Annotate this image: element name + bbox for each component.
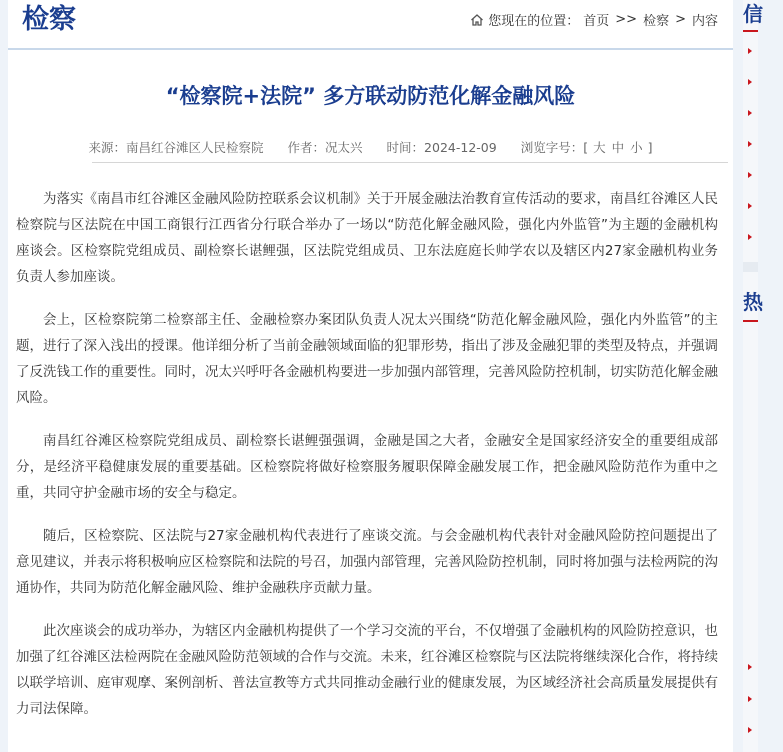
sidebar-separator <box>743 262 758 272</box>
right-sidebar <box>743 0 763 752</box>
font-size-control <box>521 140 653 155</box>
breadcrumb-level1-link[interactable]: 检察 <box>643 14 670 29</box>
sidebar-panel1-underline <box>743 30 758 32</box>
breadcrumb-current: 内容 <box>691 14 718 29</box>
bullet-icon[interactable] <box>748 48 752 54</box>
font-size-large-button[interactable]: 大 <box>593 140 606 155</box>
breadcrumb-home-link[interactable]: 首页 <box>583 14 610 29</box>
home-icon[interactable] <box>470 13 484 27</box>
breadcrumb-separator: >> <box>615 12 638 27</box>
bullet-icon[interactable] <box>748 110 752 116</box>
section-title: 检察 <box>22 4 76 35</box>
breadcrumb-separator: > <box>675 12 686 27</box>
font-size-medium-button[interactable]: 中 <box>611 140 625 155</box>
article-body <box>16 186 718 739</box>
article-meta <box>8 138 733 156</box>
article-paragraph: 此次座谈会的成功举办，为辖区内金融机构提供了一个学习交流的平台，不仅增强了金融机构的风险防控意识，也加强了红谷滩区法检两院在金融风险防范领域的合作与交流。未来，红谷滩区检察院与区法院将继续深化合作，将持续以联学培训、庭审观摩、案例剖析、普法宣教等方式共同推动金融行业的健康发展，为区域经济社会高质量发展提供有力司法保障。 <box>16 623 718 717</box>
breadcrumb <box>470 10 718 29</box>
article-paragraph: 随后，区检察院、区法院与27家金融机构代表进行了座谈交流。与会金融机构代表针对金融风险防控问题提出了意见建议，并表示将积极响应区检察院和法院的号召，加强内部管理，完善风险防控机制，同时将加强与法检两院的沟通协作，共同为防范化解金融风险、维护金融秩序贡献力量。 <box>16 528 718 596</box>
font-size-close: ] <box>647 140 653 155</box>
article-paragraph: 会上，区检察院第二检察部主任、金融检察办案团队负责人况太兴围绕“防范化解金融风险，强化内外监管”的主题，进行了深入浅出的授课。他详细分析了当前金融领域面临的犯罪形势，指出了涉及金融犯罪的类型及特点，并强调了反洗钱工作的重要性。同时，况太兴呼吁各金融机构要进一步加强内部管理，完善风险防控机制，切实防范化解金融风险。 <box>16 312 718 406</box>
sidebar-panel1-title: 信 <box>743 2 763 26</box>
bullet-icon[interactable] <box>748 172 752 178</box>
bullet-icon[interactable] <box>748 203 752 209</box>
article-paragraph: 为落实《南昌市红谷滩区金融风险防控联系会议机制》关于开展金融法治教育宣传活动的要求，南昌红谷滩区人民检察院与区法院在中国工商银行江西省分行联合举办了一场以“防范化解金融风险，强化内外监管”为主题的金融机构座谈会。区检察院党组成员、副检察长谌鲤强，区法院党组成员、卫东法庭庭长帅学农以及辖区内27家金融机构业务负责人参加座谈。 <box>16 191 718 285</box>
sidebar-panel2-title: 热 <box>743 290 763 314</box>
sidebar-panel2-underline <box>743 320 758 322</box>
bullet-icon[interactable] <box>748 79 752 85</box>
article-paragraph: 南昌红谷滩区检察院党组成员、副检察长谌鲤强强调，金融是国之大者，金融安全是国家经济安全的重要组成部分，是经济平稳健康发展的重要基础。区检察院将做好检察服务履职保障金融发展工作，把金融风险防范作为重中之重，共同守护金融市场的安全与稳定。 <box>16 433 718 501</box>
bullet-icon[interactable] <box>748 234 752 240</box>
article-source: 来源：南昌红谷滩区人民检察院 <box>88 140 264 155</box>
meta-divider <box>92 162 728 163</box>
bullet-icon[interactable] <box>748 727 752 733</box>
bullet-icon[interactable] <box>748 664 752 670</box>
font-size-small-button[interactable]: 小 <box>630 140 643 155</box>
article-title: “检察院+法院” 多方联动防范化解金融风险 <box>165 84 576 108</box>
article-author: 作者：况太兴 <box>287 140 363 155</box>
article-time: 时间：2024-12-09 <box>386 140 497 155</box>
font-size-label: 浏览字号：[ <box>520 140 589 155</box>
main-content-panel <box>8 0 733 752</box>
bullet-icon[interactable] <box>748 141 752 147</box>
section-header <box>8 0 733 50</box>
bullet-icon[interactable] <box>748 696 752 702</box>
breadcrumb-prefix: 您现在的位置： <box>488 14 580 29</box>
